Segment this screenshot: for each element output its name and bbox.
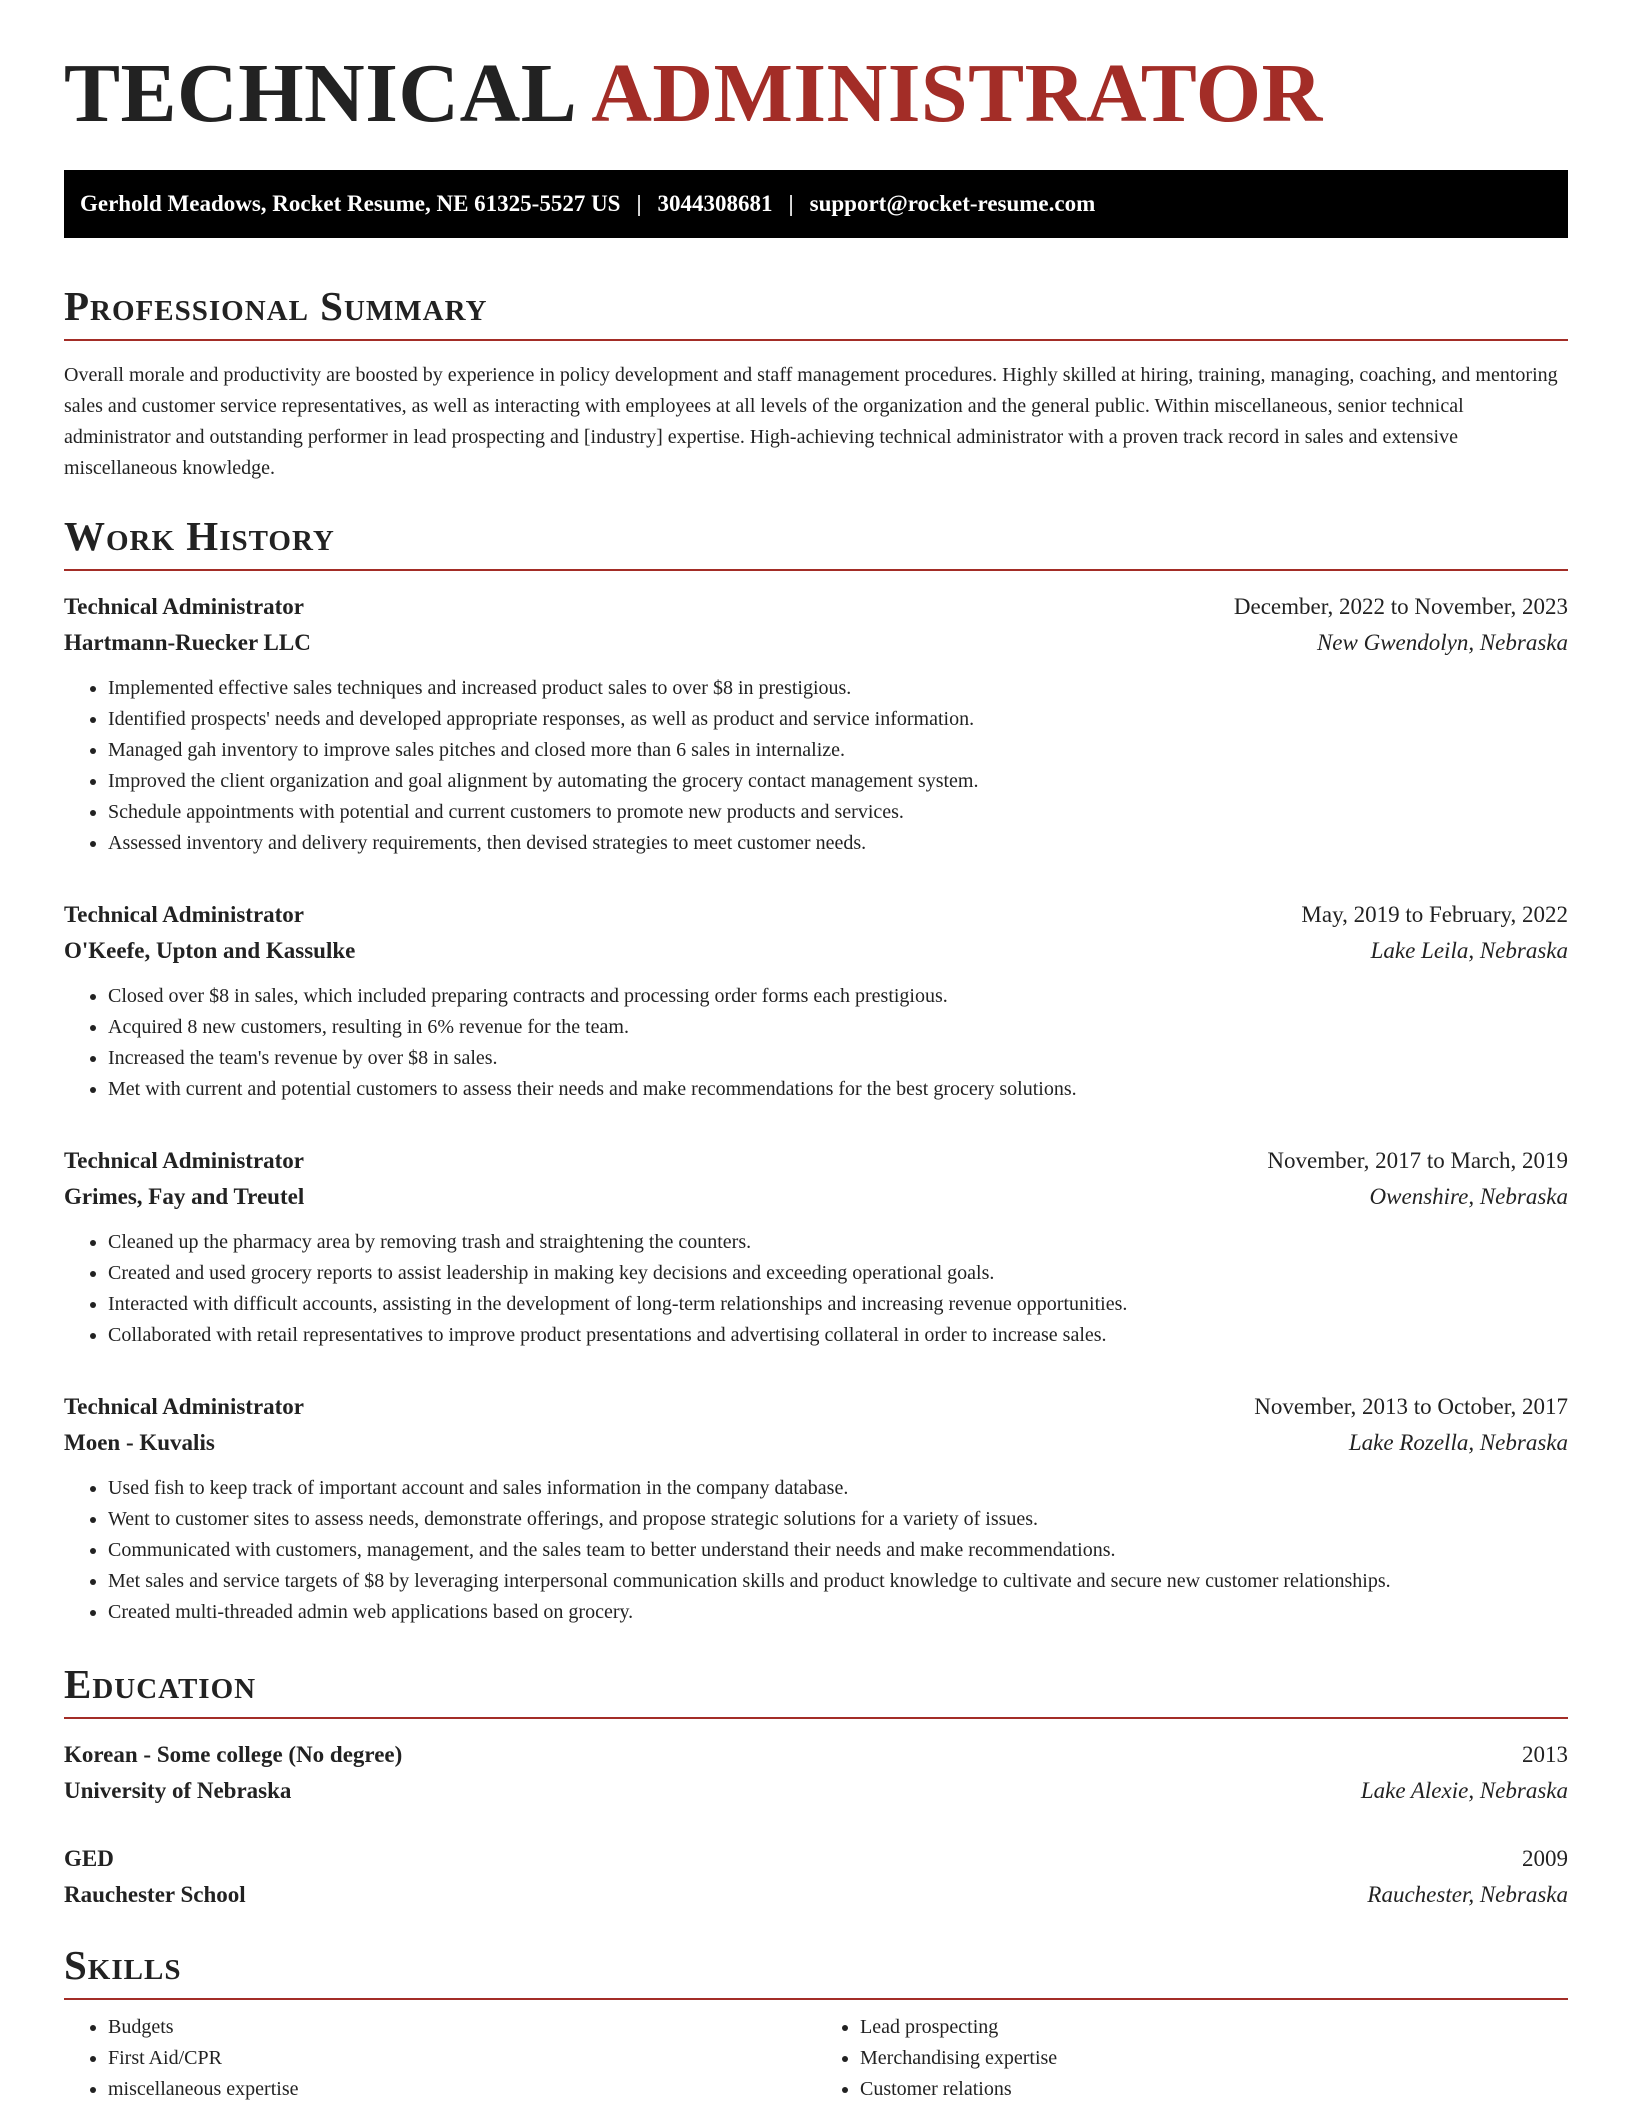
- section-divider: [64, 1717, 1568, 1719]
- job-bullets: [64, 1227, 1568, 1351]
- job-role: Technical Administrator: [64, 1148, 305, 1174]
- section-title-skills: Skills: [64, 1942, 182, 1989]
- section-title-summary: Professional Summary: [64, 283, 488, 329]
- job-bullet: • Implemented effective sales techniques and increased product sales to over $8 in prestigious.: [108, 673, 1568, 704]
- job-entry: [64, 1389, 1568, 1628]
- education-entry: [64, 1841, 1568, 1913]
- job-bullet: • Went to customer sites to assess needs, demonstrate offerings, and propose strategic solutions for a variety of issues.: [108, 1504, 1568, 1535]
- skill-item: • miscellaneous expertise: [108, 2074, 816, 2105]
- contact-address: Gerhold Meadows, Rocket Resume, NE 61325-5527 US: [80, 191, 621, 216]
- job-company: O'Keefe, Upton and Kassulke: [64, 938, 356, 964]
- edu-degree: GED: [64, 1846, 114, 1872]
- contact-email: support@rocket-resume.com: [809, 191, 1096, 216]
- job-dates: December, 2022 to November, 2023: [1233, 594, 1568, 620]
- edu-school: University of Nebraska: [64, 1778, 292, 1804]
- skills-column-left: [64, 2012, 816, 2105]
- job-entry: [64, 897, 1568, 1105]
- job-location: Owenshire, Nebraska: [1369, 1184, 1568, 1210]
- skills-column-right: [816, 2012, 1568, 2105]
- job-company: Grimes, Fay and Treutel: [64, 1184, 305, 1210]
- job-bullet: • Schedule appointments with potential and current customers to promote new products and services.: [108, 797, 1568, 828]
- job-bullet: • Met sales and service targets of $8 by leveraging interpersonal communication skills and product knowledge to cultivate and secure new customer relationships.: [108, 1566, 1568, 1597]
- skill-item: • Customer relations: [860, 2074, 1568, 2105]
- name-first: TECHNICAL: [64, 47, 578, 140]
- section-divider: [64, 339, 1568, 341]
- contact-phone: 3044308681: [657, 191, 773, 216]
- contact-bar: [64, 170, 1568, 238]
- job-company: Moen - Kuvalis: [64, 1430, 215, 1456]
- job-role: Technical Administrator: [64, 1394, 305, 1420]
- skills-grid: [64, 2012, 1568, 2105]
- job-bullet: • Managed gah inventory to improve sales pitches and closed more than 6 sales in internalize.: [108, 735, 1568, 766]
- edu-degree: Korean - Some college (No degree): [64, 1742, 403, 1768]
- skill-item: • Lead prospecting: [860, 2012, 1568, 2043]
- job-bullet: • Created and used grocery reports to assist leadership in making key decisions and exceeding operational goals.: [108, 1258, 1568, 1289]
- job-role: Technical Administrator: [64, 594, 305, 620]
- education-section: [64, 1662, 1568, 1913]
- section-title-work-history: Work History: [64, 513, 335, 560]
- section-divider: [64, 1998, 1568, 2000]
- job-dates: November, 2017 to March, 2019: [1267, 1148, 1568, 1174]
- education-entry: [64, 1737, 1568, 1809]
- job-bullet: • Improved the client organization and goal alignment by automating the grocery contact management system.: [108, 766, 1568, 797]
- job-bullet: • Identified prospects' needs and developed appropriate responses, as well as product and service information.: [108, 704, 1568, 735]
- summary-text: Overall morale and productivity are boosted by experience in policy development and staff management procedures. Highly skilled at hiring, training, managing, coaching, and mentoring sales and customer service representatives, as well as interacting with employees at all levels of the organization and the general public. Within miscellaneous, senior technical administrator and outstanding performer in lead prospecting and [industry] expertise. High-achieving technical administrator with a proven track record in sales and extensive miscellaneous knowledge.: [64, 364, 1558, 480]
- job-dates: May, 2019 to February, 2022: [1301, 902, 1568, 928]
- skill-item: • Merchandising expertise: [860, 2043, 1568, 2074]
- section-title-education: Education: [64, 1661, 257, 1708]
- work-history-section: [64, 514, 1568, 1628]
- edu-year: 2009: [1522, 1846, 1568, 1872]
- job-bullets: [64, 1473, 1568, 1628]
- job-location: Lake Rozella, Nebraska: [1348, 1430, 1568, 1456]
- job-location: Lake Leila, Nebraska: [1370, 938, 1568, 964]
- job-bullet: • Interacted with difficult accounts, assisting in the development of long-term relationships and increasing revenue opportunities.: [108, 1289, 1568, 1320]
- skills-section: [64, 1943, 1568, 2105]
- contact-separator: |: [788, 191, 794, 216]
- job-location: New Gwendolyn, Nebraska: [1316, 630, 1568, 656]
- job-bullet: • Met with current and potential customers to assess their needs and make recommendations for the best grocery solutions.: [108, 1074, 1568, 1105]
- job-bullet: • Acquired 8 new customers, resulting in 6% revenue for the team.: [108, 1012, 1568, 1043]
- summary-section: [64, 284, 1568, 484]
- job-bullet: • Increased the team's revenue by over $8 in sales.: [108, 1043, 1568, 1074]
- job-bullet: • Assessed inventory and delivery requirements, then devised strategies to meet customer needs.: [108, 828, 1568, 859]
- edu-location: Lake Alexie, Nebraska: [1360, 1778, 1568, 1804]
- job-bullet: • Cleaned up the pharmacy area by removing trash and straightening the counters.: [108, 1227, 1568, 1258]
- job-bullets: [64, 673, 1568, 859]
- section-divider: [64, 569, 1568, 571]
- edu-school: Rauchester School: [64, 1882, 246, 1908]
- skill-item: • First Aid/CPR: [108, 2043, 816, 2074]
- edu-location: Rauchester, Nebraska: [1367, 1882, 1568, 1908]
- contact-separator: |: [636, 191, 642, 216]
- resume-name: [64, 47, 1568, 140]
- job-bullet: • Created multi-threaded admin web applications based on grocery.: [108, 1597, 1568, 1628]
- job-entry: [64, 1143, 1568, 1351]
- edu-year: 2013: [1522, 1742, 1568, 1768]
- job-entry: [64, 589, 1568, 859]
- name-last: ADMINISTRATOR: [591, 47, 1323, 140]
- job-company: Hartmann-Ruecker LLC: [64, 630, 311, 656]
- job-bullet: • Collaborated with retail representatives to improve product presentations and advertising collateral in order to increase sales.: [108, 1320, 1568, 1351]
- job-bullet: • Closed over $8 in sales, which included preparing contracts and processing order forms each prestigious.: [108, 981, 1568, 1012]
- skill-item: • Budgets: [108, 2012, 816, 2043]
- job-bullet: • Used fish to keep track of important account and sales information in the company database.: [108, 1473, 1568, 1504]
- job-dates: November, 2013 to October, 2017: [1254, 1394, 1568, 1420]
- job-role: Technical Administrator: [64, 902, 305, 928]
- job-bullets: [64, 981, 1568, 1105]
- job-bullet: • Communicated with customers, management, and the sales team to better understand their needs and make recommendations.: [108, 1535, 1568, 1566]
